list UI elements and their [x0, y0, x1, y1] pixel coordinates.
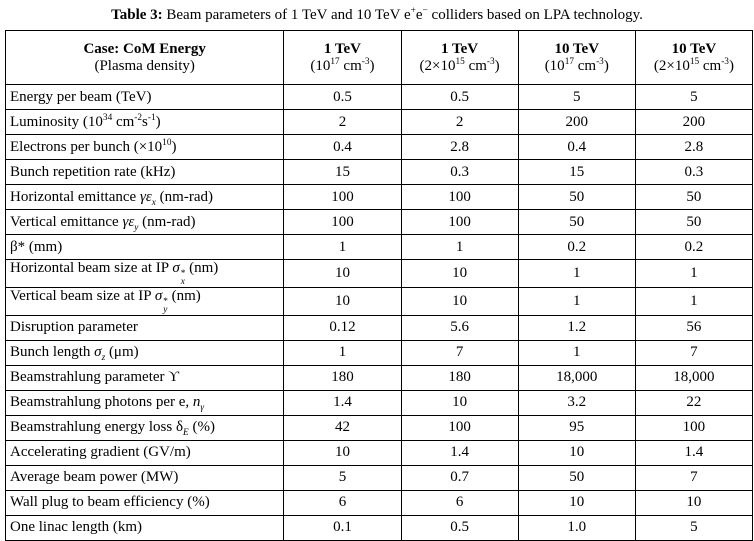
table-caption — [0, 0, 754, 30]
header-col-energy: 10 TeV — [554, 40, 600, 57]
header-col-10tev-low-density — [635, 31, 752, 85]
table-row — [6, 110, 753, 135]
row-value: 1 — [518, 287, 635, 315]
row-label: Disruption parameter — [6, 315, 284, 340]
row-label: Horizontal emittance $\gamma\varepsilon_x$ (nm-rad) — [6, 185, 284, 210]
row-value: 1.2 — [518, 315, 635, 340]
row-value: 100 — [284, 210, 401, 235]
row-label: Bunch length $\sigma_z$ (μm) — [6, 340, 284, 365]
header-col-energy: 1 TeV — [441, 40, 479, 57]
row-value: 50 — [635, 210, 752, 235]
table-row — [6, 160, 753, 185]
row-value: 1 — [401, 235, 518, 260]
row-label: Vertical beam size at IP σ * y (nm) — [6, 287, 284, 315]
row-value: 2.8 — [635, 135, 752, 160]
row-value: 6 — [401, 490, 518, 515]
header-row — [6, 31, 753, 85]
row-label: Wall plug to beam efficiency (%) — [6, 490, 284, 515]
row-value: 1.0 — [518, 515, 635, 540]
row-value: 100 — [401, 210, 518, 235]
row-value: 50 — [518, 185, 635, 210]
row-value: 56 — [635, 315, 752, 340]
table-caption-label: Table 3: — [111, 7, 163, 23]
row-value: 6 — [284, 490, 401, 515]
row-value: 1.4 — [401, 440, 518, 465]
row-value: 1 — [518, 340, 635, 365]
row-value: 100 — [401, 415, 518, 440]
table-row — [6, 365, 753, 390]
table-row — [6, 440, 753, 465]
row-value: 50 — [518, 210, 635, 235]
table-row — [6, 135, 753, 160]
row-label: Accelerating gradient (GV/m) — [6, 440, 284, 465]
row-label: One linac length (km) — [6, 515, 284, 540]
row-value: 0.3 — [635, 160, 752, 185]
row-value: 5 — [518, 85, 635, 110]
row-value: 10 — [284, 287, 401, 315]
row-value: 10 — [284, 260, 401, 288]
row-value: 200 — [518, 110, 635, 135]
row-value: 0.1 — [284, 515, 401, 540]
header-col-energy: 1 TeV — [323, 40, 361, 57]
table-row — [6, 340, 753, 365]
table-row — [6, 85, 753, 110]
table-row — [6, 465, 753, 490]
table-row — [6, 515, 753, 540]
row-value: 1.4 — [635, 440, 752, 465]
table-body — [6, 85, 753, 541]
row-label: Electrons per bunch $(\times 10^{10})$ — [6, 135, 284, 160]
row-label: Horizontal beam size at IP σ * x (nm) — [6, 260, 284, 288]
row-value: 10 — [518, 490, 635, 515]
row-value: 0.12 — [284, 315, 401, 340]
row-value: 50 — [635, 185, 752, 210]
row-value: 10 — [401, 260, 518, 288]
row-label: Energy per beam (TeV) — [6, 85, 284, 110]
header-case-subtitle: (Plasma density) — [94, 57, 195, 74]
row-label: Luminosity ($10^{34}$ $cm^{-2}s^{-1}$) — [6, 110, 284, 135]
row-value: 200 — [635, 110, 752, 135]
table-row — [6, 287, 753, 315]
row-value: 1 — [284, 235, 401, 260]
row-value: 5 — [635, 85, 752, 110]
row-value: 95 — [518, 415, 635, 440]
row-value: 0.4 — [284, 135, 401, 160]
row-value: 7 — [401, 340, 518, 365]
header-col-density: ($2\times 10^{15}$ $cm^{-3}$) — [419, 56, 500, 74]
row-value: 15 — [518, 160, 635, 185]
row-value: 1 — [635, 287, 752, 315]
row-value: 0.7 — [401, 465, 518, 490]
row-value: 0.3 — [401, 160, 518, 185]
row-value: 100 — [401, 185, 518, 210]
row-value: 10 — [635, 490, 752, 515]
table-row — [6, 210, 753, 235]
row-value: 5 — [284, 465, 401, 490]
row-value: 50 — [518, 465, 635, 490]
row-value: 0.2 — [635, 235, 752, 260]
row-value: 10 — [284, 440, 401, 465]
row-value: 15 — [284, 160, 401, 185]
header-col-1tev-high-density — [284, 31, 401, 85]
header-col-density: ($2\times 10^{15}$ $cm^{-3}$) — [653, 56, 734, 74]
row-value: 7 — [635, 340, 752, 365]
table-caption-text: Beam parameters of 1 TeV and 10 TeV e+e− colliders based on LPA technology. — [166, 6, 643, 23]
row-value: 0.5 — [284, 85, 401, 110]
row-value: 10 — [401, 287, 518, 315]
header-case-title: Case: CoM Energy — [83, 40, 206, 57]
table-row — [6, 390, 753, 415]
row-label: Beamstrahlung parameter ϒ — [6, 365, 284, 390]
row-label: β* (mm) — [6, 235, 284, 260]
table-row — [6, 260, 753, 288]
row-value: 5 — [635, 515, 752, 540]
row-value: 180 — [401, 365, 518, 390]
table-row — [6, 490, 753, 515]
row-value: 2 — [401, 110, 518, 135]
header-case-cell — [6, 31, 284, 85]
row-value: 5.6 — [401, 315, 518, 340]
row-label: Bunch repetition rate (kHz) — [6, 160, 284, 185]
row-value: 100 — [635, 415, 752, 440]
row-value: 0.5 — [401, 85, 518, 110]
row-value: 18,000 — [635, 365, 752, 390]
row-value: 100 — [284, 185, 401, 210]
header-col-density: ($10^{17}$ $cm^{-3}$) — [310, 56, 375, 74]
row-value: 22 — [635, 390, 752, 415]
row-value: 1.4 — [284, 390, 401, 415]
row-value: 10 — [401, 390, 518, 415]
row-value: 0.4 — [518, 135, 635, 160]
row-label: Beamstrahlung energy loss $\delta_E$ (%) — [6, 415, 284, 440]
table-row — [6, 235, 753, 260]
table-row — [6, 185, 753, 210]
header-col-1tev-low-density — [401, 31, 518, 85]
row-value: 180 — [284, 365, 401, 390]
row-value: 2 — [284, 110, 401, 135]
row-value: 0.2 — [518, 235, 635, 260]
row-value: 1 — [284, 340, 401, 365]
row-value: 10 — [518, 440, 635, 465]
header-col-energy: 10 TeV — [671, 40, 717, 57]
row-value: 42 — [284, 415, 401, 440]
row-value: 3.2 — [518, 390, 635, 415]
row-value: 2.8 — [401, 135, 518, 160]
row-value: 0.5 — [401, 515, 518, 540]
header-col-density: ($10^{17}$ $cm^{-3}$) — [544, 56, 609, 74]
beam-parameters-table — [5, 30, 753, 541]
row-value: 1 — [635, 260, 752, 288]
header-col-10tev-high-density — [518, 31, 635, 85]
row-label: Average beam power (MW) — [6, 465, 284, 490]
table-row — [6, 415, 753, 440]
row-label: Vertical emittance $\gamma\varepsilon_y$ (nm-rad) — [6, 210, 284, 235]
row-value: 1 — [518, 260, 635, 288]
row-value: 7 — [635, 465, 752, 490]
row-label: Beamstrahlung photons per e, $n_\gamma$ — [6, 390, 284, 415]
table-row — [6, 315, 753, 340]
row-value: 18,000 — [518, 365, 635, 390]
